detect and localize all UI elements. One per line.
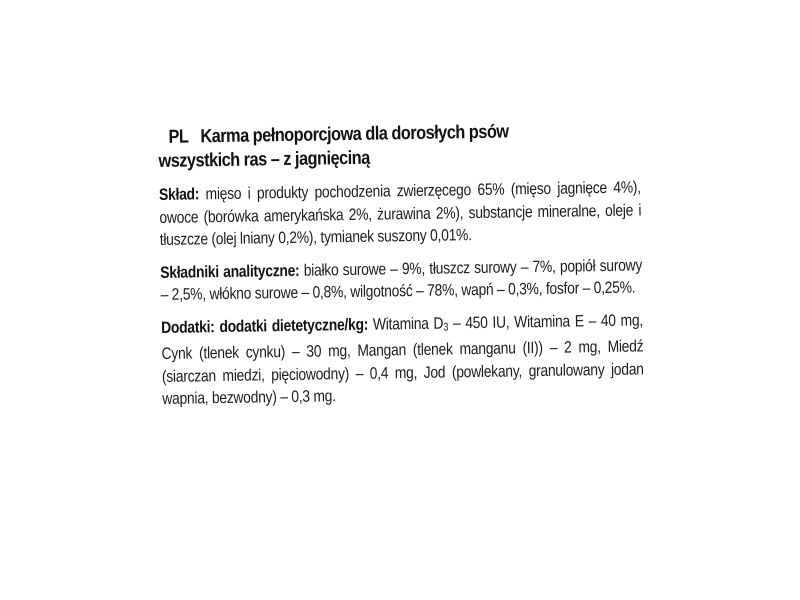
analytical-section xyxy=(160,254,642,307)
title-line-1: Karma pełnoporcjowa dla dorosłych psów xyxy=(200,121,509,148)
product-label xyxy=(158,118,645,420)
additives-text-start: Witamina D xyxy=(372,314,444,334)
additives-section xyxy=(161,309,644,411)
vitamin-d-subscript: 3 xyxy=(443,320,449,334)
language-code: PL xyxy=(168,126,189,148)
composition-text: mięso i produkty pochodzenia zwierzęcego 65% (mięso jagnięce 4%), owoce (borówka amerykańska 2%, żurawina 2%), substancje mineralne, oleje i tłuszcze (olej lniany 0,2%), tymianek suszony 0,01%. xyxy=(159,178,642,249)
composition-heading: Skład: xyxy=(158,185,200,204)
additives-text-rest: – 450 IU, Witamina E – 40 mg, Cynk (tlenek cynku) – 30 mg, Mangan (tlenek manganu (II)) – 2 mg, Miedź (siarczan miedzi, pięciowodny) – 0,4 mg, Jod (powlekany, granulowany jodan wapnia, bezwodny) – 0,3 mg. xyxy=(161,310,644,408)
product-title xyxy=(158,118,640,174)
additives-heading: Dodatki: dodatki dietetyczne/kg: xyxy=(161,315,369,337)
analytical-heading: Składniki analityczne: xyxy=(160,261,300,282)
title-line-2: wszystkich ras – z jagnięciną xyxy=(158,147,370,172)
composition-section xyxy=(159,176,642,251)
analytical-text: białko surowe – 9%, tłuszcz surowy – 7%, popiół surowy – 2,5%, włókno surowe – 0,8%, wilgotność – 78%, wapń – 0,3%, fosfor – 0,25%. xyxy=(160,255,643,304)
